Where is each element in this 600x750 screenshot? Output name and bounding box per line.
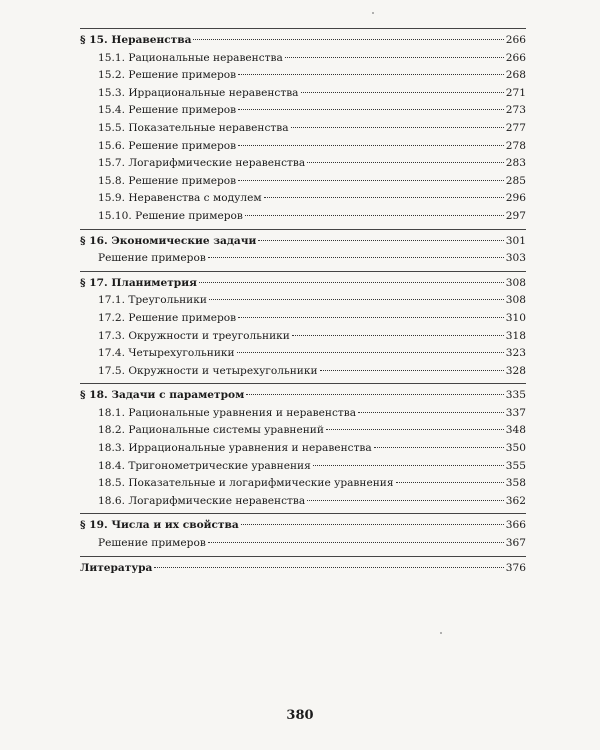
toc-entry-title: Литература	[80, 561, 153, 574]
toc-entry	[80, 475, 526, 493]
toc-entry	[80, 138, 526, 156]
leader-dots	[358, 412, 504, 413]
toc-entry-page: 278	[505, 139, 526, 152]
toc-entry-page: 358	[505, 477, 526, 490]
leader-dots	[241, 524, 504, 525]
leader-dots	[292, 335, 504, 336]
toc-entry-title: 15.8. Решение примеров	[98, 174, 237, 187]
toc-entry-page: 271	[505, 86, 526, 99]
toc-entry	[80, 250, 526, 268]
toc-entry-page: 308	[505, 276, 526, 289]
toc-entry-title: 17.3. Окружности и треугольники	[98, 329, 290, 342]
toc-entry-title: 18.4. Тригонометрические уравнения	[98, 459, 311, 472]
toc-entry-page: 362	[505, 494, 526, 507]
toc-entry-page: 297	[505, 209, 526, 222]
toc-entry-title: 18.1. Рациональные уравнения и неравенства	[98, 406, 357, 419]
toc-entry	[80, 310, 526, 328]
leader-dots	[264, 197, 504, 198]
toc-entry-page: 283	[505, 157, 526, 170]
toc-entry-title: Решение примеров	[98, 537, 206, 550]
toc-entry-page: 318	[505, 329, 526, 342]
toc-entry	[80, 155, 526, 173]
toc-entry-page: 310	[505, 311, 526, 324]
leader-dots	[237, 352, 504, 353]
toc-entry-title: § 16. Экономические задачи	[80, 234, 257, 247]
toc-entry-title: 17.5. Окружности и четырехугольники	[98, 364, 318, 377]
toc-entry	[80, 173, 526, 191]
toc-entry-page: 303	[505, 252, 526, 265]
toc-entry	[80, 102, 526, 120]
leader-dots	[193, 39, 503, 40]
leader-dots	[238, 109, 504, 110]
toc-entry-title: 18.5. Показательные и логарифмические уравнения	[98, 477, 394, 490]
toc-entry-title: 15.6. Решение примеров	[98, 139, 237, 152]
toc-entry-title: § 17. Планиметрия	[80, 276, 197, 289]
toc-entry-title: 15.3. Иррациональные неравенства	[98, 86, 299, 99]
leader-dots	[208, 542, 504, 543]
toc-entry-page: 266	[505, 51, 526, 64]
toc-entry-title: § 18. Задачи с параметром	[80, 389, 245, 402]
toc-entry-page: 277	[505, 121, 526, 134]
leader-dots	[238, 145, 504, 146]
toc-entry	[80, 50, 526, 68]
leader-dots	[208, 257, 504, 258]
toc-section	[80, 272, 526, 384]
toc-entry-title: 15.1. Рациональные неравенства	[98, 51, 283, 64]
toc-section	[80, 514, 526, 555]
toc-entry	[80, 85, 526, 103]
leader-dots	[154, 567, 503, 568]
toc-entry-title: 17.1. Треугольники	[98, 294, 207, 307]
toc-entry-title: 15.4. Решение примеров	[98, 104, 237, 117]
leader-dots	[199, 282, 504, 283]
leader-dots	[326, 429, 504, 430]
toc-entry-page: 328	[505, 364, 526, 377]
toc-entry	[80, 292, 526, 310]
leader-dots	[320, 370, 504, 371]
leader-dots	[291, 127, 504, 128]
toc-entry-title: 18.2. Рациональные системы уравнений	[98, 424, 324, 437]
toc-entry-page: 273	[505, 104, 526, 117]
leader-dots	[307, 162, 504, 163]
toc-section-heading	[80, 275, 526, 293]
leader-dots	[307, 500, 504, 501]
toc-entry-title: 15.7. Логарифмические неравенства	[98, 157, 306, 170]
toc-entry	[80, 535, 526, 553]
toc-entry-page: 268	[505, 69, 526, 82]
leader-dots	[374, 447, 504, 448]
toc-entry-title: 15.5. Показательные неравенства	[98, 121, 289, 134]
toc-entry	[80, 67, 526, 85]
toc-entry-page: 337	[505, 406, 526, 419]
leader-dots	[209, 299, 504, 300]
toc-section-heading	[80, 387, 526, 405]
toc-entry	[80, 458, 526, 476]
toc-entry-page: 355	[505, 459, 526, 472]
toc-entry	[80, 440, 526, 458]
toc-entry-title: 18.6. Логарифмические неравенства	[98, 494, 306, 507]
leader-dots	[285, 57, 504, 58]
toc-entry	[80, 328, 526, 346]
toc-entry-page: 266	[505, 34, 526, 46]
toc-entry-page: 376	[505, 561, 526, 574]
leader-dots	[313, 465, 504, 466]
leader-dots	[301, 92, 504, 93]
toc-entry	[80, 120, 526, 138]
toc-entry	[80, 493, 526, 511]
leader-dots	[238, 180, 504, 181]
toc-entry-title: 15.2. Решение примеров	[98, 69, 237, 82]
toc-entry	[80, 345, 526, 363]
toc-section-heading	[80, 517, 526, 535]
toc-entry-title: 17.4. Четырехугольники	[98, 347, 235, 360]
toc-entry	[80, 208, 526, 226]
toc-entry-page: 296	[505, 192, 526, 205]
toc-section	[80, 29, 526, 229]
table-of-contents	[80, 28, 526, 580]
toc-entry-title: 15.9. Неравенства с модулем	[98, 192, 262, 205]
leader-dots	[245, 215, 504, 216]
toc-entry-page: 323	[505, 347, 526, 360]
toc-entry-title: § 15. Неравенства	[80, 34, 192, 46]
toc-entry-page: 308	[505, 294, 526, 307]
toc-entry-page: 301	[505, 234, 526, 247]
toc-entry	[80, 422, 526, 440]
toc-section	[80, 384, 526, 513]
toc-entry-title: Решение примеров	[98, 252, 206, 265]
toc-entry	[80, 363, 526, 381]
toc-entry	[80, 190, 526, 208]
toc-entry-title: 15.10. Решение примеров	[98, 209, 243, 222]
toc-entry-page: 335	[505, 389, 526, 402]
toc-entry-title: § 19. Числа и их свойства	[80, 519, 239, 532]
scan-speck	[440, 632, 442, 634]
leader-dots	[246, 394, 503, 395]
toc-entry-title: 17.2. Решение примеров	[98, 311, 237, 324]
toc-entry-title: 18.3. Иррациональные уравнения и неравенства	[98, 442, 372, 455]
toc-entry-page: 350	[505, 442, 526, 455]
toc-section	[80, 230, 526, 271]
scan-speck	[372, 12, 374, 14]
toc-entry	[80, 405, 526, 423]
toc-entry-page: 348	[505, 424, 526, 437]
toc-section-heading	[80, 32, 526, 50]
toc-entry-page: 366	[505, 519, 526, 532]
page-number: 380	[286, 708, 314, 723]
leader-dots	[258, 240, 503, 241]
toc-entry-page: 285	[505, 174, 526, 187]
leader-dots	[396, 482, 504, 483]
leader-dots	[238, 317, 504, 318]
toc-entry-literature	[80, 560, 526, 578]
leader-dots	[238, 74, 504, 75]
toc-entry-page: 367	[505, 537, 526, 550]
toc-section-heading	[80, 233, 526, 251]
